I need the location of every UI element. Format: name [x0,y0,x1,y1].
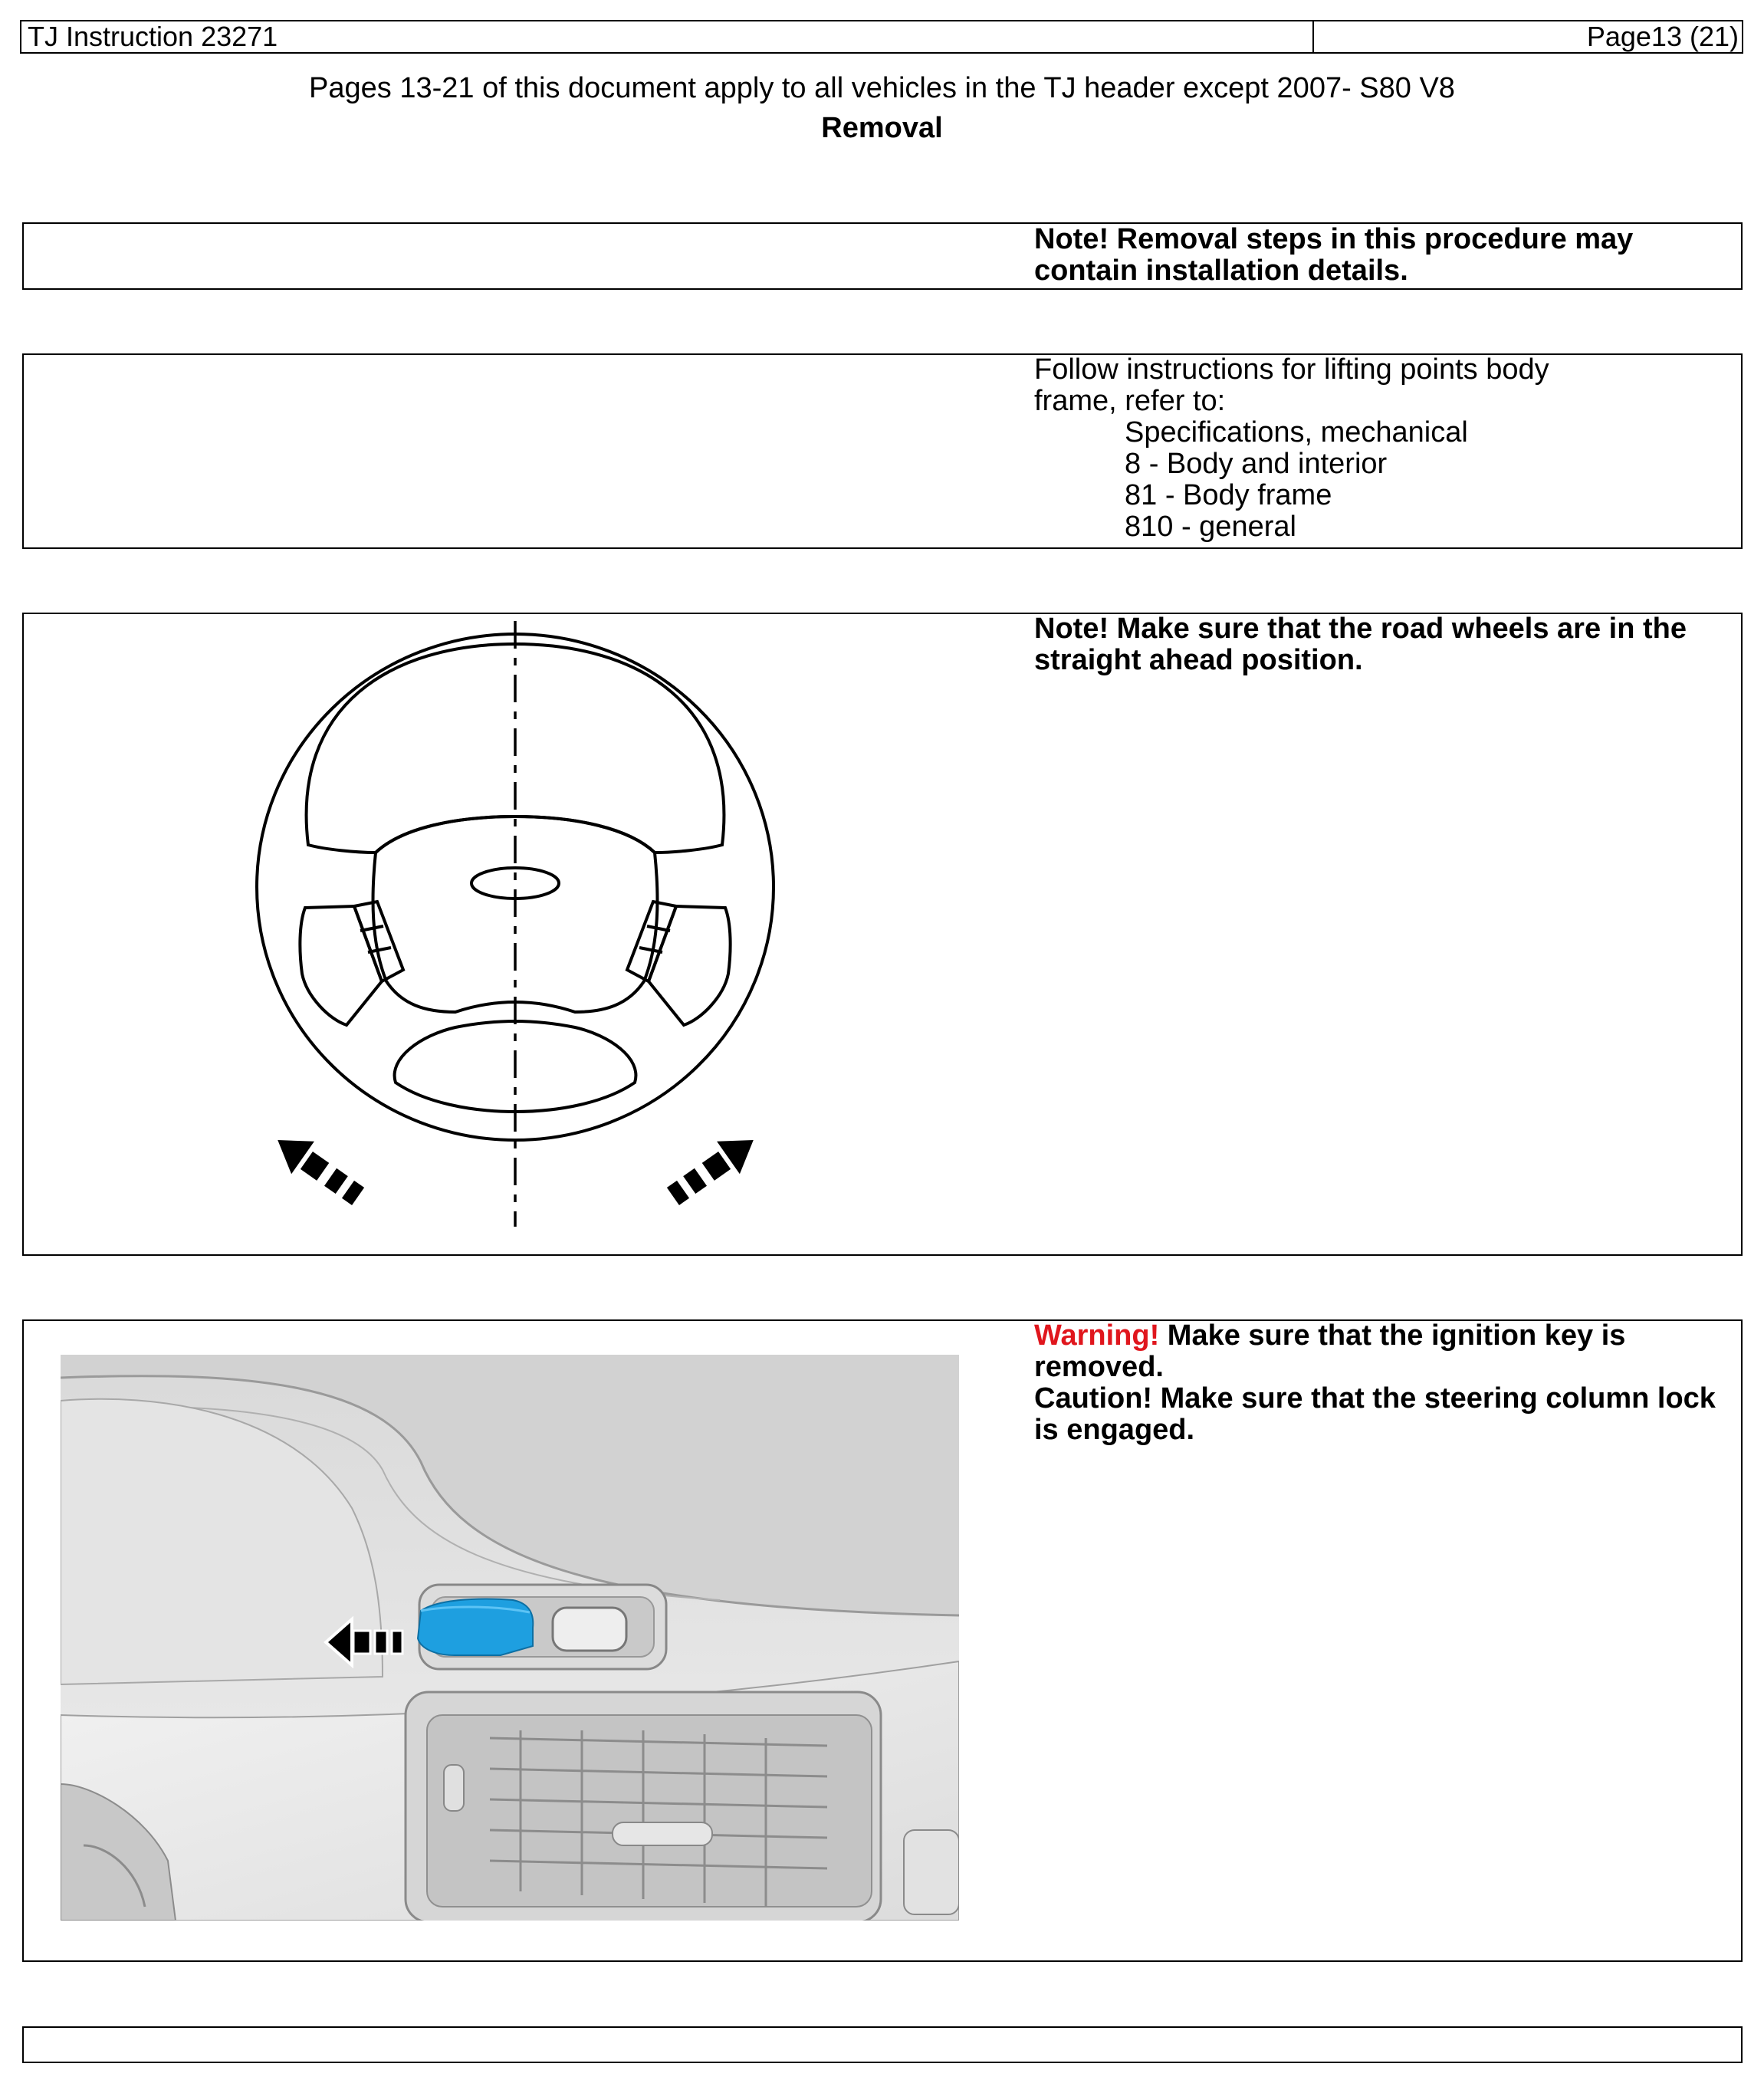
ignition-key-removal-photo [61,1355,959,1921]
left-arrow-icon [266,1124,370,1213]
right-spoke-pad [649,906,731,1025]
ref-general: 810 - general [1125,511,1296,543]
page-number: Page13 (21) [1586,21,1739,52]
step-2-line-2: frame, refer to: [1034,385,1226,417]
page-title: Removal [821,112,943,144]
page-header [20,20,1743,54]
step-2-line-1: Follow instructions for lifting points body [1034,353,1549,386]
caution-text: Make sure that the steering column lock is engaged. [1034,1382,1716,1446]
ref-body-interior: 8 - Body and interior [1125,448,1388,480]
steering-wheel-illustration [245,621,797,1227]
left-spoke-pad [300,906,382,1025]
applicability-text: Pages 13-21 of this document apply to all vehicles in the TJ header except 2007- S80 V8 [309,72,1455,104]
right-switch [627,902,676,981]
left-switch [354,902,403,981]
step-box-5 [22,2026,1743,2063]
warning-label: Warning! [1034,1319,1160,1352]
instruction-number: TJ Instruction 23271 [21,21,1314,52]
warning-text: Make sure that the ignition key is removed. [1034,1319,1626,1383]
caution-label: Caution! [1034,1382,1153,1415]
ref-body-frame: 81 - Body frame [1125,479,1332,511]
step-2-text [1034,354,1739,543]
step-1-note: Note! Removal steps in this procedure may contain installation details. [1034,223,1634,287]
right-arrow-icon [662,1124,765,1213]
step-3-note: Note! Make sure that the road wheels are in the straight ahead position. [1034,613,1687,676]
step-4-text [1034,1320,1739,1446]
ref-specifications: Specifications, mechanical [1125,416,1468,449]
